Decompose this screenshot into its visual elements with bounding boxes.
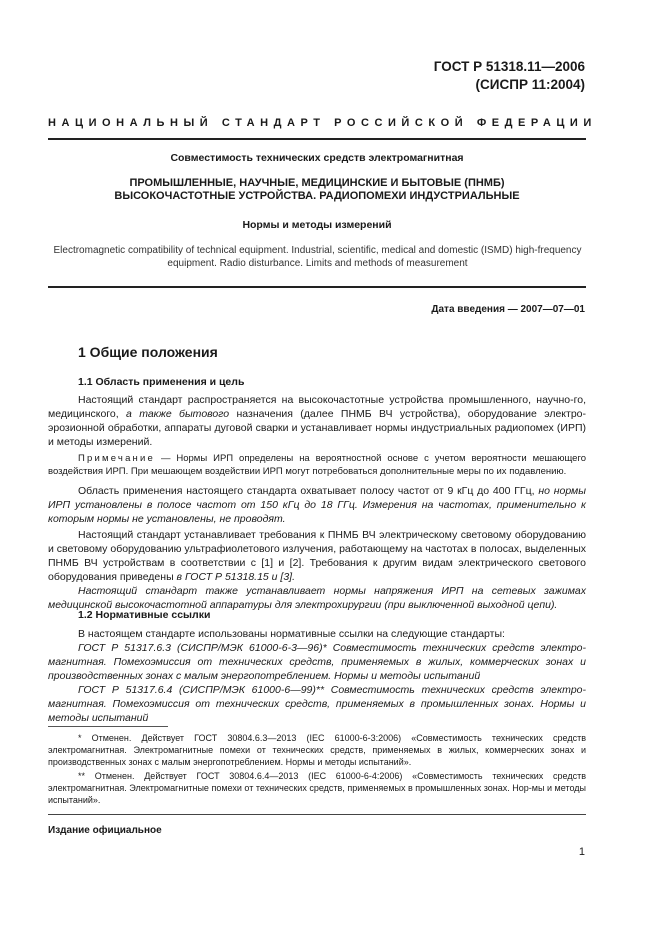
note-label: Примечание <box>78 453 155 464</box>
scope-section <box>48 393 586 449</box>
lighting-text: Настоящий стандарт устанавливает требования к ПНМБ ВЧ электрическому световому оборудованию и световому оборудованию ультрафиолетового излучения, работающему на частотах в полосах, выделенных ПНМБ ВЧ устройствам в соответствии с [1] и [2]. Требования к другим видам электрического светового оборудования приведены <box>48 529 586 583</box>
english-title: Electromagnetic compatibility of technical equipment. Industrial, scientific, medical and domestic (ISMD) high-frequency equipment. Radio disturbance. Limits and methods of measurement <box>53 245 582 269</box>
document-code <box>434 58 585 94</box>
lighting-section <box>48 528 586 612</box>
national-standard-banner: НАЦИОНАЛЬНЫЙ СТАНДАРТ РОССИЙСКОЙ ФЕДЕРАЦИИ <box>48 117 597 129</box>
footnotes <box>48 732 586 806</box>
references-intro: В настоящем стандарте использованы нормативные ссылки на следующие стандарты: <box>78 628 505 640</box>
frequency-section <box>48 484 586 526</box>
medical-paragraph: Настоящий стандарт также устанавливает нормы напряжения ИРП на сетевых зажимах медицинской высокочастотной аппаратуры для электрохирургии (при выключенной выходной цепи). <box>48 585 586 611</box>
title-divider <box>48 286 586 288</box>
frequency-text: Область применения настоящего стандарта охватывает полосу частот от 9 кГц до 400 ГГц, <box>78 485 539 497</box>
footnote-1: * Отменен. Действует ГОСТ 30804.6.3—2013 (IEC 61000-6-3:2006) «Совместимость технических средств электромагнитная. Электромагнитные помехи от технических средств, применяемых в жилых, коммерческих зонах и производственных зонах с малым энергопотреблением. Нормы и методы испытаний». <box>48 733 586 767</box>
page-number: 1 <box>578 846 585 858</box>
standard-subtitle: Нормы и методы измерений <box>242 219 392 231</box>
section-1-heading: 1 Общие положения <box>78 344 218 360</box>
standard-group-title: Совместимость технических средств электромагнитная <box>170 152 464 164</box>
reference-item-1: ГОСТ Р 51317.6.3 (СИСПР/МЭК 61000-6-3—96)* Совместимость технических средств электро-магнитная. Помехоэмиссия от технических средств, применяемых в жилых, коммерческих зонах и производственных зонах с малым энергопотреблением. Нормы и методы испытаний <box>48 642 586 682</box>
lighting-text-italic: в ГОСТ Р 51318.15 и [3]. <box>176 571 296 583</box>
reference-item-2: ГОСТ Р 51317.6.4 (СИСПР/МЭК 61000-6—99)** Совместимость технических средств электро-магнитная. Помехоэмиссия от технических средств, применяемых в промышленных зонах. Нормы и методы испытаний <box>48 684 586 724</box>
footnote-2: ** Отменен. Действует ГОСТ 30804.6.4—2013 (IEC 61000-6-4:2006) «Совместимость технических средств электромагнитная. Электромагнитные помехи от технических средств, применяемых в промышленных зонах. Нор-мы и методы испытаний». <box>48 771 586 805</box>
references-section <box>48 627 586 725</box>
scope-text-b: назначения (далее ПНМБ ВЧ устройства), оборудование электро-эрозионной обработки, аппараты дуговой сварки и устанавливает нормы индустриальных радиопомех (ИРП) и методы измерений. <box>48 408 586 448</box>
footnote-divider <box>48 726 168 727</box>
cispr-number: (СИСПР 11:2004) <box>475 77 585 92</box>
note-text: — Нормы ИРП определены на вероятностной основе с учетом вероятности мешающего воздействия ИРП. При мешающем воздействии ИРП могут потребоваться дополнительные меры по их подавлению. <box>48 453 586 477</box>
main-title-line-2: ВЫСОКОЧАСТОТНЫЕ УСТРОЙСТВА. РАДИОПОМЕХИ ИНДУСТРИАЛЬНЫЕ <box>114 190 520 202</box>
note-paragraph <box>48 452 586 478</box>
subsection-1-1-heading: 1.1 Область применения и цель <box>78 376 245 388</box>
official-edition-label: Издание официальное <box>48 825 162 836</box>
scope-text-a: Настоящий стандарт распространяется на высокочастотные устройства промышленного, научно-го, медицинского, <box>48 394 586 420</box>
introduction-date: Дата введения — 2007—07—01 <box>431 304 585 315</box>
standard-main-title <box>48 177 586 203</box>
gost-number: ГОСТ Р 51318.11—2006 <box>433 59 585 74</box>
header-divider <box>48 138 586 140</box>
scope-paragraph <box>48 393 586 449</box>
frequency-text-italic: но нормы ИРП установлены в полосе частот от 150 кГц до 18 ГГц. Измерения на частотах, применительно к которым нормы не установлены, не проводят. <box>48 485 586 525</box>
lighting-paragraph <box>48 528 586 584</box>
frequency-paragraph <box>48 484 586 526</box>
note-block <box>48 452 586 478</box>
scope-text-italic: а также бытового <box>126 408 230 420</box>
main-title-line-1: ПРОМЫШЛЕННЫЕ, НАУЧНЫЕ, МЕДИЦИНСКИЕ И БЫТОВЫЕ (ПНМБ) <box>129 177 505 189</box>
subsection-1-2-heading: 1.2 Нормативные ссылки <box>78 609 211 621</box>
official-divider <box>48 814 586 815</box>
